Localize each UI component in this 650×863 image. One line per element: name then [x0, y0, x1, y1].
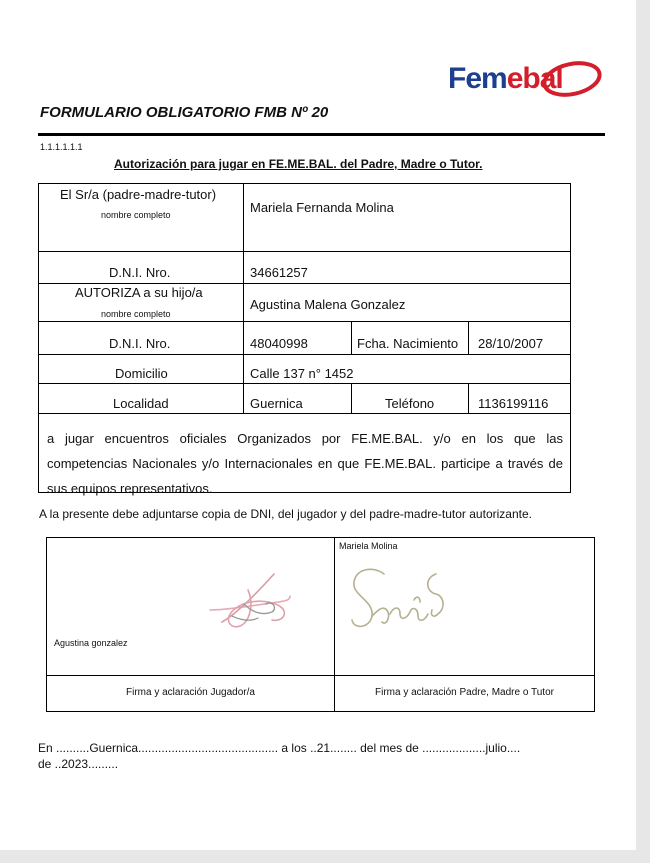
row-divider	[39, 354, 570, 355]
birth-date-value: 28/10/2007	[478, 336, 544, 351]
logo-text-bal: bal	[522, 62, 563, 95]
column-divider	[468, 383, 469, 413]
player-signature-image	[192, 560, 302, 640]
logo-wordmark	[448, 62, 563, 96]
form-subtitle: Autorización para jugar en FE.ME.BAL. del Padre, Madre o Tutor.	[114, 157, 483, 171]
row-divider	[39, 413, 570, 414]
place-date-footer	[38, 740, 520, 772]
phone-value: 1136199116	[478, 396, 549, 411]
child-sublabel: nombre completo	[101, 309, 171, 319]
city-value: Guernica	[250, 396, 303, 411]
parent-dni-label: D.N.I. Nro.	[109, 265, 171, 280]
logo-text-fem: Fem	[448, 62, 507, 95]
parent-label: El Sr/a (padre-madre-tutor)	[60, 187, 217, 202]
authorization-form-table	[38, 183, 571, 496]
player-signature-label: Firma y aclaración Jugador/a	[126, 687, 255, 698]
column-divider	[468, 321, 469, 354]
femebal-logo	[448, 62, 604, 100]
footer-line-place-day-month: En ..........Guernica.......................................... a los ..21........ del mes de ...................julio....	[38, 741, 521, 755]
footer-line-year: de ..2023.........	[38, 757, 119, 771]
child-label: AUTORIZA a su hijo/a	[75, 285, 203, 300]
player-signature-name: Agustina gonzalez	[54, 638, 128, 648]
attachment-note: A la presente debe adjuntarse copia de DNI, del jugador y del padre-madre-tutor autorizante.	[39, 507, 532, 521]
column-divider	[243, 184, 244, 413]
address-label: Domicilio	[115, 366, 168, 381]
column-divider	[351, 383, 352, 413]
row-divider	[39, 321, 570, 322]
child-dni-value: 48040998	[250, 336, 308, 351]
form-title: FORMULARIO OBLIGATORIO FMB Nº 20	[40, 104, 329, 121]
birth-date-label: Fcha. Nacimiento	[357, 336, 459, 351]
signature-table	[46, 537, 595, 712]
child-name-value: Agustina Malena Gonzalez	[250, 297, 406, 312]
parent-dni-value: 34661257	[250, 265, 308, 280]
row-divider	[39, 251, 570, 252]
form-code: 1.1.1.1.1.1	[40, 142, 83, 152]
address-value: Calle 137 n° 1452	[250, 366, 354, 381]
title-divider	[38, 133, 605, 136]
viewer-background-bottom	[0, 850, 650, 863]
parent-name-value: Mariela Fernanda Molina	[250, 200, 394, 215]
parent-signature-image	[344, 556, 474, 640]
row-divider	[39, 283, 570, 284]
authorization-text: a jugar encuentros oficiales Organizados por FE.ME.BAL. y/o en los que las competencias Nacionales y/o Internacionales en que FE.ME.BAL. participe a través de sus equipos representativos.	[47, 431, 563, 496]
parent-sublabel: nombre completo	[101, 210, 171, 220]
signature-row-divider	[47, 675, 594, 676]
phone-label: Teléfono	[385, 396, 435, 411]
child-dni-label: D.N.I. Nro.	[109, 336, 171, 351]
viewer-background-right	[636, 0, 650, 863]
parent-signature-name: Mariela Molina	[339, 541, 398, 551]
logo-text-e: e	[506, 62, 523, 95]
parent-signature-label: Firma y aclaración Padre, Madre o Tutor	[375, 687, 554, 698]
city-label: Localidad	[113, 396, 169, 411]
row-divider	[39, 383, 570, 384]
column-divider	[351, 321, 352, 354]
signature-column-divider	[334, 538, 335, 711]
